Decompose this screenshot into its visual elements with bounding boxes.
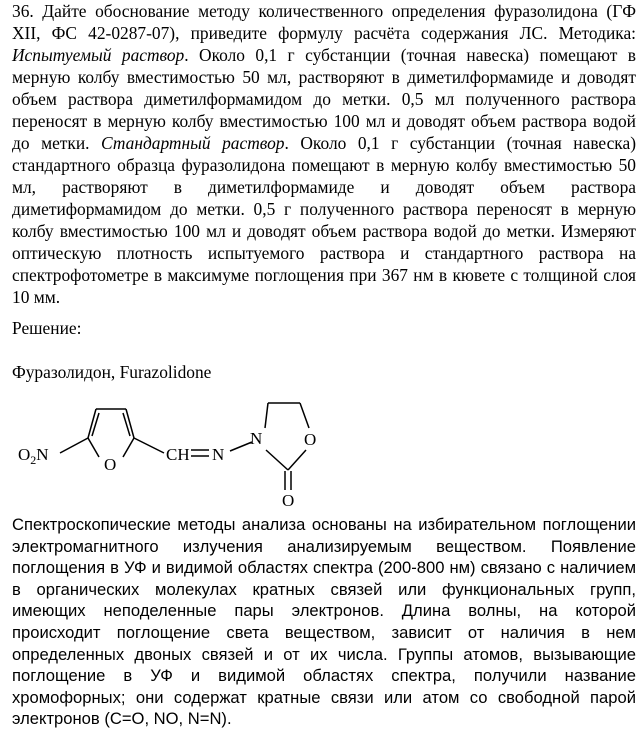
bond-c4-c5-inner	[92, 413, 99, 436]
atom-n-imine: N	[212, 445, 225, 464]
bond-c5-o1	[88, 438, 99, 457]
atom-n-ring: N	[250, 429, 263, 448]
test-solution-text: . Около 0,1 г субстанции (точная навеска) помещают в мерную колбу вместимостью 50 мл, растворяют в диметилформамиде и доводят объем раствора диметилформамидом до метки. 0,5 мл полученного раствора переносят в мерную колбу вместимостью 100 мл и доводят объем раствора водой до метки.	[12, 45, 636, 153]
standard-solution-label: Стандартный раствор	[101, 133, 285, 153]
bond-c2-c3-inner	[123, 413, 130, 436]
atom-o-ring: O	[304, 430, 317, 449]
standard-solution-text: . Около 0,1 г субстанции (точная навеска) стандартного образца фуразолидона помещают в мерную колбу вместимостью 50 мл, растворяют в диметилформамиде и доводят объем раствора диметиформамидом до метки. 0,5 г полученного раствора переносят в мерную колбу вместимостью 100 мл и доводят объем раствора водой до метки. Измеряют оптическую плотность испытуемого раствора и стандартного раствора на спектрофотометре в максимуме поглощения при 367 нм в кювете с толщиной слоя 10 мм.	[12, 133, 636, 307]
bond-o1-c2	[123, 438, 134, 457]
atom-o2-nitro: $O_2N$	[18, 445, 49, 467]
atom-furan-o: O	[104, 455, 117, 474]
compound-name: Фуразолидон, Furazolidone	[12, 362, 212, 382]
solution-heading: Решение:	[12, 318, 82, 338]
bond-n-n	[230, 442, 252, 451]
bond-nitro-ring	[60, 438, 88, 453]
bond-c2b-n3	[266, 450, 288, 470]
task-paragraph	[12, 0, 636, 308]
bond-n3-c4	[265, 403, 268, 428]
task-intro: 36. Дайте обоснование методу количественного определения фуразолидона (ГФ XII, ФС 42-0287-07), приведите формулу расчёта содержания ЛС. Методика:	[12, 1, 636, 43]
atom-ch: CH	[166, 445, 190, 464]
atom-o-carbonyl: O	[282, 491, 295, 510]
explanation-paragraph: Спектроскопические методы анализа основаны на избирательном поглощении электромагнитного излучения анализируемым веществом. Появление поглощения в УФ и видимой областях спектра (200-800 нм) связано с наличием в органических молекулах кратных связей или функциональных групп, имеющих неподеленные пары электронов. Длина волны, на которой происходит поглощение света веществом, зависит от наличия в нем определенных двоных связей и от их числа. Группы атомов, вызывающие поглощение в УФ и видимой областях спектра, получили название хромофорных; они содержат кратные связи или атом со свободной парой электронов (C=O, NO, N=N).	[12, 515, 636, 729]
bond-c5b-o1b	[300, 403, 309, 428]
test-solution-label: Испытуемый раствор	[12, 45, 185, 65]
bond-o1b-c2b	[288, 450, 306, 470]
furazolidone-structure	[0, 390, 643, 515]
bond-ring-ch	[134, 438, 164, 453]
